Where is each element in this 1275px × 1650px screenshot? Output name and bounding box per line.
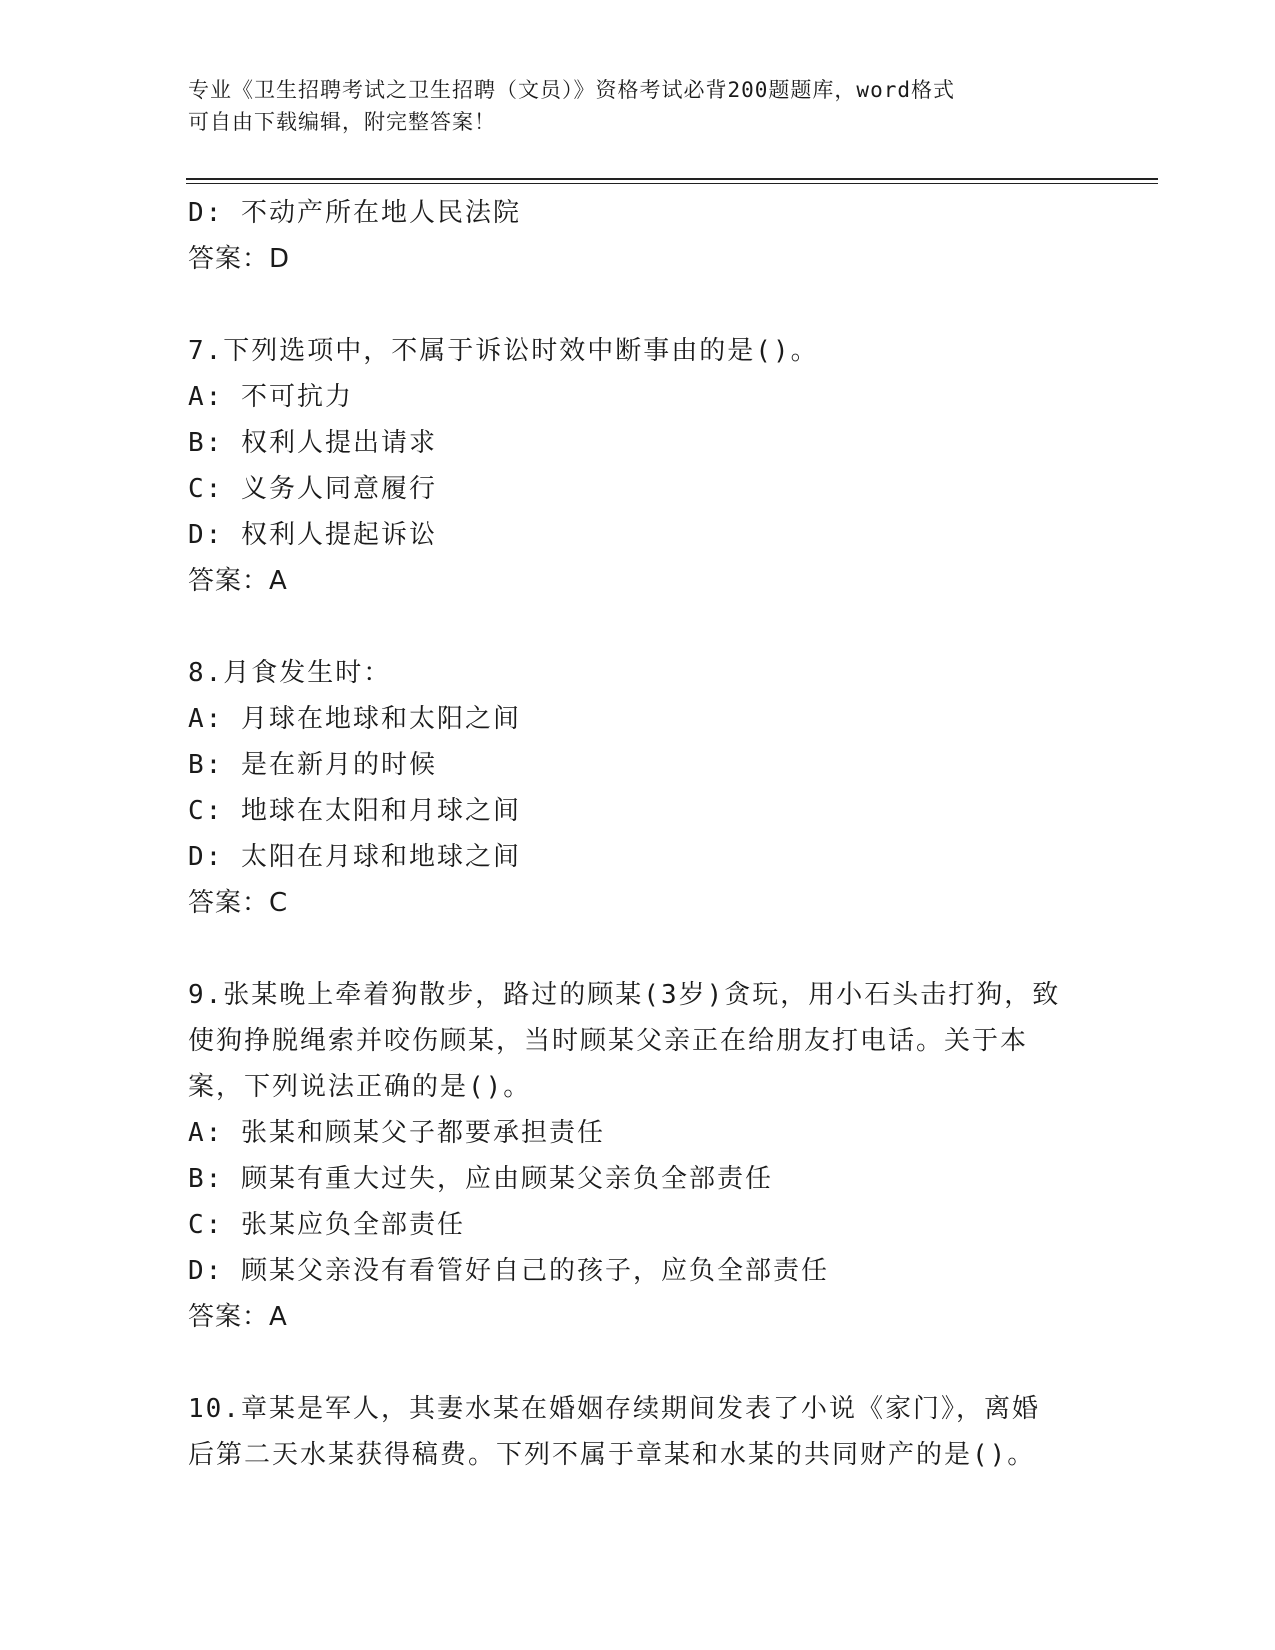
option-c: C: 张某应负全部责任 — [188, 1210, 465, 1240]
answer-line — [188, 880, 1088, 926]
spacer — [188, 282, 1088, 328]
question-stem: 8.月食发生时： — [188, 658, 392, 688]
question-stem: 7.下列选项中，不属于诉讼时效中断事由的是()。 — [188, 336, 819, 366]
option-d: D: 顾某父亲没有看管好自己的孩子，应负全部责任 — [188, 1256, 829, 1286]
option-d: D: 权利人提起诉讼 — [188, 520, 437, 550]
question-block-10 — [188, 1386, 1088, 1478]
answer-value: C — [269, 888, 288, 918]
header-title-line-1: 专业《卫生招聘考试之卫生招聘（文员）》资格考试必背200题题库，word格式 — [188, 78, 955, 102]
answer-label: 答案： — [188, 244, 270, 274]
option-b: B: 顾某有重大过失，应由顾某父亲负全部责任 — [188, 1164, 773, 1194]
option-a: A: 不可抗力 — [188, 382, 353, 412]
question-stem-line-1: 9.张某晚上牵着狗散步，路过的顾某(3岁)贪玩，用小石头击打狗，致 — [188, 980, 1061, 1010]
answer-value: A — [269, 1302, 287, 1332]
spacer — [188, 604, 1088, 650]
option-c: C: 义务人同意履行 — [188, 474, 437, 504]
question-list — [188, 190, 1088, 1478]
question-block-7 — [188, 328, 1088, 604]
question-block-8 — [188, 650, 1088, 926]
option-a: A: 张某和顾某父子都要承担责任 — [188, 1118, 605, 1148]
answer-line — [188, 1294, 1088, 1340]
question-stem-line-3: 案，下列说法正确的是()。 — [188, 1072, 532, 1102]
answer-line — [188, 236, 1088, 282]
header-divider-thin — [186, 183, 1158, 184]
option-a: A: 月球在地球和太阳之间 — [188, 704, 521, 734]
question-block-9 — [188, 972, 1088, 1340]
option-b: B: 是在新月的时候 — [188, 750, 437, 780]
answer-label: 答案： — [188, 566, 270, 596]
header-divider-thick — [186, 178, 1158, 180]
question-stem-line-1: 10.章某是军人，其妻水某在婚姻存续期间发表了小说《家门》，离婚 — [188, 1394, 1040, 1424]
option-d: D: 太阳在月球和地球之间 — [188, 842, 521, 872]
page-header — [188, 74, 1088, 138]
spacer — [188, 926, 1088, 972]
answer-line — [188, 558, 1088, 604]
option-d: D: 不动产所在地人民法院 — [188, 198, 521, 228]
spacer — [188, 1340, 1088, 1386]
question-stem-line-2: 后第二天水某获得稿费。下列不属于章某和水某的共同财产的是()。 — [188, 1440, 1036, 1470]
option-b: B: 权利人提出请求 — [188, 428, 437, 458]
question-stem-line-2: 使狗挣脱绳索并咬伤顾某，当时顾某父亲正在给朋友打电话。关于本 — [188, 1026, 1029, 1056]
question-block-continued — [188, 190, 1088, 282]
answer-label: 答案： — [188, 1302, 270, 1332]
answer-label: 答案： — [188, 888, 270, 918]
header-title-line-2: 可自由下载编辑，附完整答案！ — [188, 110, 496, 134]
answer-value: D — [269, 244, 290, 274]
answer-value: A — [269, 566, 287, 596]
option-c: C: 地球在太阳和月球之间 — [188, 796, 521, 826]
